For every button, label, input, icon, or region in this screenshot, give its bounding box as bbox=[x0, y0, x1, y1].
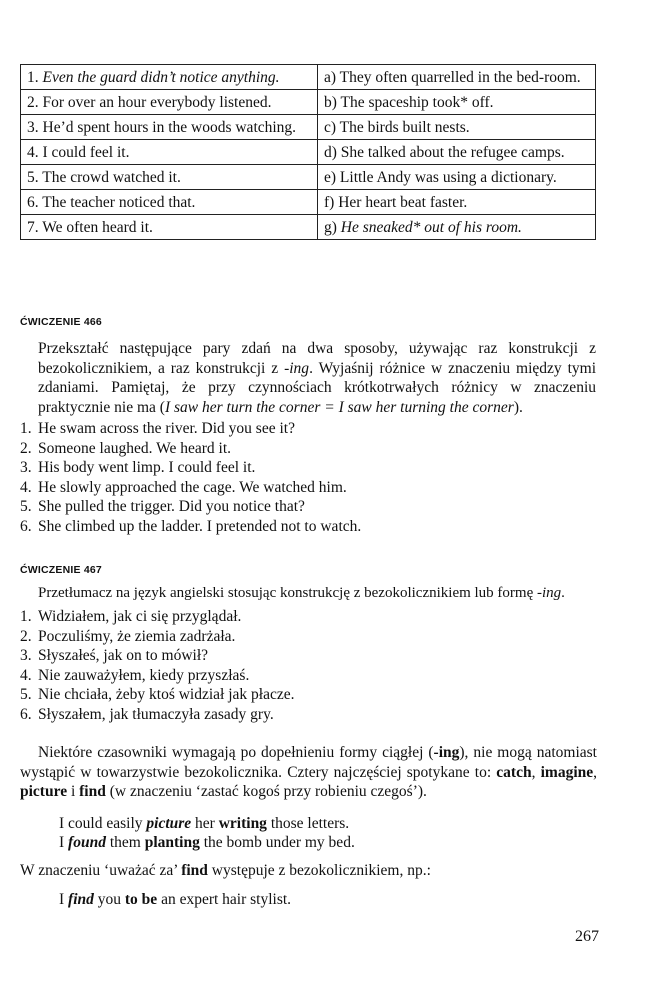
table-cell-sentence bbox=[21, 215, 318, 240]
table-cell-sentence bbox=[21, 90, 318, 115]
table-row bbox=[21, 115, 596, 140]
example-sentence-find: I find you to be an expert hair stylist. bbox=[59, 891, 292, 908]
table-cell-sentence bbox=[21, 165, 318, 190]
list-item bbox=[20, 705, 295, 725]
table-cell-sentence bbox=[21, 140, 318, 165]
item-text: Widziałem, jak ci się przyglądał. bbox=[38, 608, 242, 625]
table-row bbox=[21, 215, 596, 240]
table-row bbox=[21, 165, 596, 190]
list-item bbox=[20, 439, 361, 459]
item-text: Słyszałem, jak tłumaczyła zasady gry. bbox=[38, 705, 274, 723]
list-item bbox=[20, 419, 361, 439]
exercise-467-heading: ĆWICZENIE 467 bbox=[20, 564, 102, 576]
item-number: 6. bbox=[20, 517, 32, 535]
item-text: He swam across the river. Did you see it? bbox=[38, 420, 295, 437]
sentence-text: The crowd watched it. bbox=[42, 169, 181, 186]
grammar-note-paragraph: Niektóre czasowniki wymagają po dopełnieniu formy ciągłej (-ing), nie mogą natomiast wystąpić w towarzystwie bezokolicznika. Cztery najczęściej spotykane to: catch, imagine, picture i find (w znaczeniu ‘zastać kogoś przy robieniu czegoś’). bbox=[20, 744, 598, 801]
option-letter: b) bbox=[324, 94, 337, 111]
option-letter: a) bbox=[324, 69, 337, 86]
sentence-text: Even the guard didn’t notice anything. bbox=[42, 69, 280, 86]
item-number: 5. bbox=[20, 498, 32, 515]
table-cell-sentence bbox=[21, 115, 318, 140]
page-number: 267 bbox=[575, 928, 599, 945]
list-item bbox=[20, 497, 361, 517]
sentence-text: The teacher noticed that. bbox=[42, 194, 196, 211]
list-item bbox=[20, 646, 295, 666]
sentence-text: I could feel it. bbox=[42, 144, 130, 161]
example-sentence-picture: I could easily picture her writing those letters. bbox=[59, 815, 350, 832]
table-cell-match bbox=[318, 140, 596, 165]
option-letter: g) bbox=[324, 219, 337, 236]
table-cell-match bbox=[318, 165, 596, 190]
row-number: 5. bbox=[27, 169, 39, 186]
list-item bbox=[20, 685, 295, 705]
table-cell-sentence bbox=[21, 190, 318, 215]
row-number: 6. bbox=[27, 194, 39, 211]
option-letter: d) bbox=[324, 144, 337, 161]
exercise-467-list bbox=[20, 607, 295, 724]
item-text: His body went limp. I could feel it. bbox=[38, 459, 256, 476]
table-cell-sentence bbox=[21, 65, 318, 90]
exercise-467-instructions: Przetłumacz na język angielski stosując konstrukcję z bezokolicznikiem lub formę -ing. bbox=[38, 585, 565, 601]
matching-table bbox=[20, 64, 596, 240]
option-text: Her heart beat faster. bbox=[338, 194, 468, 211]
option-text: They often quarrelled in the bed-room. bbox=[339, 69, 581, 86]
item-number: 3. bbox=[20, 647, 32, 664]
table-row bbox=[21, 65, 596, 90]
item-text: Nie zauważyłem, kiedy przyszłaś. bbox=[38, 666, 250, 684]
item-number: 2. bbox=[20, 439, 32, 457]
item-text: Nie chciała, żeby ktoś widział jak płacze. bbox=[38, 686, 295, 703]
item-number: 1. bbox=[20, 420, 32, 437]
exercise-466-instructions: Przekształć następujące pary zdań na dwa sposoby, używając raz konstrukcji z bezokolicznikiem, a raz konstrukcji z -ing. Wyjaśnij różnice w znaczeniu między tymi zdaniami. Pamiętaj, że przy czynnościach krótkotrwałych różnicy w znaczeniu praktycznie nie ma (I saw her turn the corner = I saw her turning the corner). bbox=[38, 340, 597, 416]
option-text: The birds built nests. bbox=[339, 119, 470, 136]
example-sentence-found: I found them planting the bomb under my bed. bbox=[59, 834, 355, 851]
table-cell-match bbox=[318, 115, 596, 140]
option-text: She talked about the refugee camps. bbox=[340, 144, 565, 161]
sentence-text: We often heard it. bbox=[42, 219, 153, 236]
table-row bbox=[21, 190, 596, 215]
item-text: Poczuliśmy, że ziemia zadrżała. bbox=[38, 627, 236, 645]
list-item bbox=[20, 478, 361, 498]
table-row bbox=[21, 140, 596, 165]
item-text: Someone laughed. We heard it. bbox=[38, 439, 232, 457]
exercise-466-heading: ĆWICZENIE 466 bbox=[20, 316, 102, 328]
option-letter: e) bbox=[324, 169, 337, 186]
sentence-text: He’d spent hours in the woods watching. bbox=[42, 119, 297, 136]
table-cell-match bbox=[318, 65, 596, 90]
list-item bbox=[20, 458, 361, 478]
row-number: 4. bbox=[27, 144, 39, 161]
find-usage-note: W znaczeniu ‘uważać za’ find występuje z bezokolicznikiem, np.: bbox=[20, 862, 431, 879]
table-cell-match bbox=[318, 90, 596, 115]
option-letter: f) bbox=[324, 194, 335, 211]
sentence-text: For over an hour everybody listened. bbox=[42, 94, 272, 111]
item-text: He slowly approached the cage. We watched him. bbox=[38, 478, 347, 496]
row-number: 2. bbox=[27, 94, 39, 111]
list-item bbox=[20, 666, 295, 686]
item-text: Słyszałeś, jak on to mówił? bbox=[38, 647, 209, 664]
option-letter: c) bbox=[324, 119, 337, 136]
item-number: 4. bbox=[20, 666, 32, 684]
item-number: 5. bbox=[20, 686, 32, 703]
option-text: He sneaked* out of his room. bbox=[340, 219, 522, 236]
row-number: 7. bbox=[27, 219, 39, 236]
row-number: 1. bbox=[27, 69, 39, 86]
item-text: She climbed up the ladder. I pretended not to watch. bbox=[38, 517, 362, 535]
item-number: 3. bbox=[20, 459, 32, 476]
item-number: 4. bbox=[20, 478, 32, 496]
item-number: 2. bbox=[20, 627, 32, 645]
list-item bbox=[20, 627, 295, 647]
row-number: 3. bbox=[27, 119, 39, 136]
option-text: The spaceship took* off. bbox=[340, 94, 494, 111]
exercise-466-list bbox=[20, 419, 361, 536]
table-cell-match bbox=[318, 190, 596, 215]
list-item bbox=[20, 607, 295, 627]
item-text: She pulled the trigger. Did you notice that? bbox=[38, 498, 305, 515]
table-row bbox=[21, 90, 596, 115]
option-text: Little Andy was using a dictionary. bbox=[339, 169, 557, 186]
item-number: 1. bbox=[20, 608, 32, 625]
list-item bbox=[20, 517, 361, 537]
table-cell-match bbox=[318, 215, 596, 240]
item-number: 6. bbox=[20, 705, 32, 723]
